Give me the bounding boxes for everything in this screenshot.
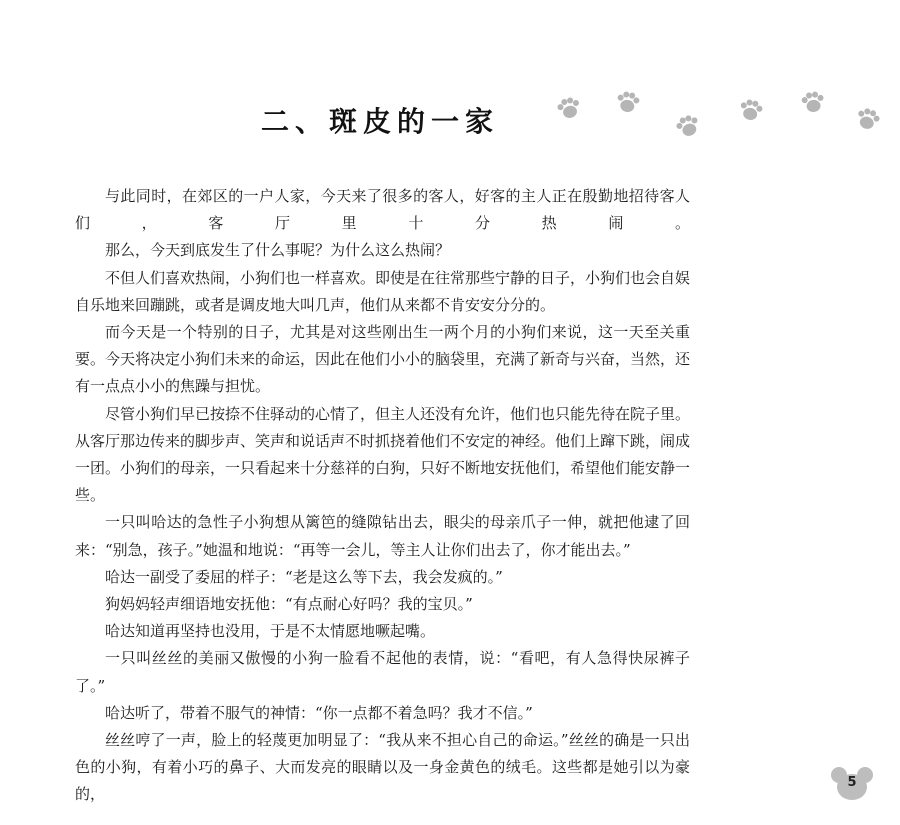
paragraph: 那么，今天到底发生了什么事呢？为什么这么热闹？: [105, 241, 451, 260]
paragraph: 与此同时，在郊区的一户人家，今天来了很多的客人，好客的主人正在殷勤地招待客人们，客厅里十分热闹。: [75, 187, 690, 233]
paragraph: 一只叫丝丝的美丽又傲慢的小狗一脸看不起他的表情，说：“看吧，有人急得快尿裤子了。”: [75, 649, 690, 695]
paw-print-icon: [613, 88, 643, 116]
page-number: 5: [847, 775, 857, 790]
paragraph: 而今天是一个特别的日子，尤其是对这些刚出生一两个月的小狗们来说，这一天至关重要。今天将决定小狗们未来的命运，因此在他们小小的脑袋里，充满了新奇与兴奋，当然，还有一点点小小的焦躁与担忧。: [75, 323, 691, 396]
paw-print-icon: [852, 104, 884, 135]
paragraph: 丝丝哼了一声，脸上的轻蔑更加明显了：“我从来不担心自己的命运。”丝丝的确是一只出色的小狗，有着小巧的鼻子、大而发亮的眼睛以及一身金黄色的绒毛。这些都是她引以为豪的，: [75, 731, 690, 804]
paragraph: 哈达知道再坚持也没用，于是不太情愿地噘起嘴。: [105, 622, 436, 641]
paragraph: 一只叫哈达的急性子小狗想从篱笆的缝隙钻出去，眼尖的母亲爪子一伸，就把他逮了回来：“别急，孩子。”她温和地说：“再等一会儿，等主人让你们出去了，你才能出去。”: [75, 513, 690, 559]
chapter-title: 二、斑皮的一家: [260, 105, 499, 138]
paw-print-icon: [736, 96, 766, 125]
page-number-badge: [830, 766, 874, 802]
paragraph: 不但人们喜欢热闹，小狗们也一样喜欢。即使是在往常那些宁静的日子，小狗们也会自娱自乐地来回蹦跳，或者是调皮地大叫几声，他们从来都不肯安安分分的。: [75, 268, 691, 314]
paragraph: 哈达听了，带着不服气的神情：“你一点都不着急吗？我才不信。”: [105, 703, 533, 722]
chapter-body: [75, 183, 690, 809]
paragraph: 尽管小狗们早已按捺不住驿动的心情了，但主人还没有允许，他们也只能先待在院子里。从客厅那边传来的脚步声、笑声和说话声不时抓挠着他们不安定的神经。他们上蹿下跳，闹成一团。小狗们的母亲，一只看起来十分慈祥的白狗，只好不断地安抚他们，希望他们能安静一些。: [75, 404, 691, 505]
paragraph: 哈达一副受了委屈的样子：“老是这么等下去，我会发疯的。”: [105, 567, 503, 586]
paw-print-icon: [798, 88, 827, 115]
paragraph: 狗妈妈轻声细语地安抚他：“有点耐心好吗？我的宝贝。”: [105, 595, 473, 614]
